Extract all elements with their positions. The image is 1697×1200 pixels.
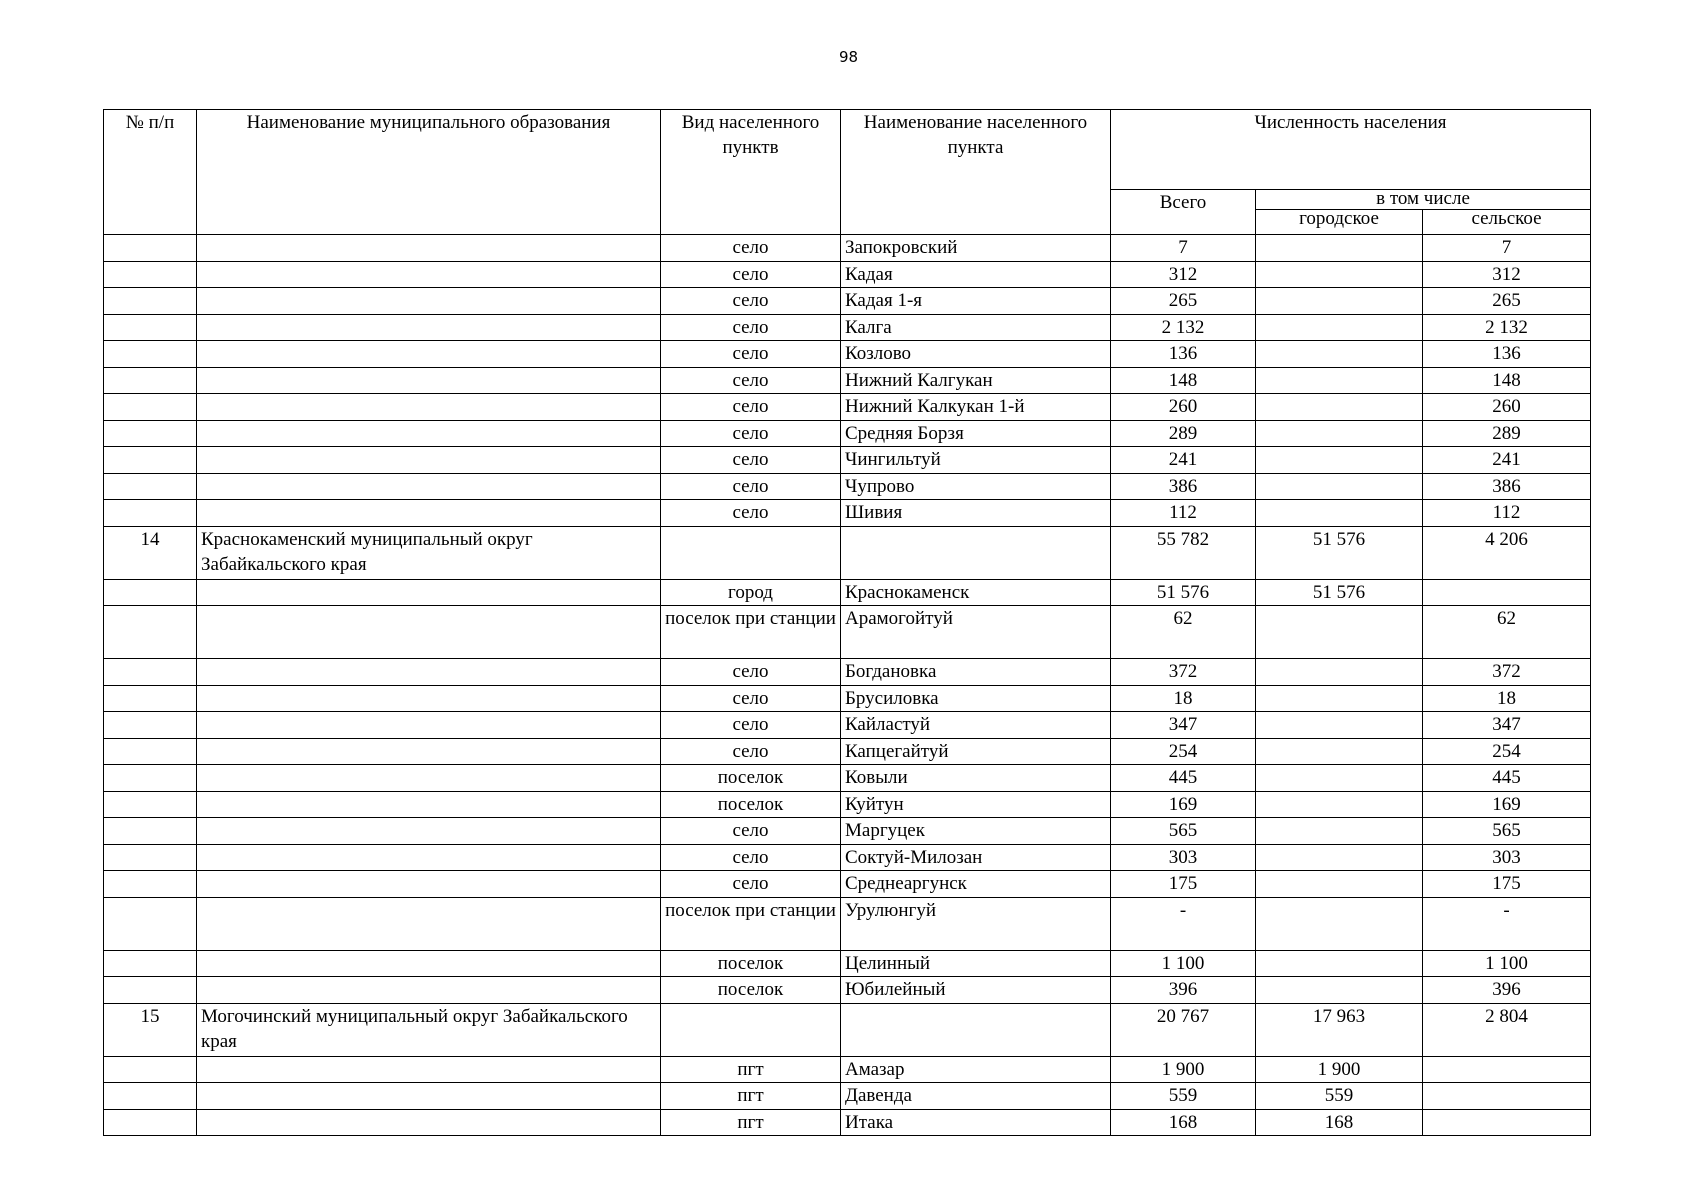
cell-total: 386: [1111, 473, 1256, 500]
cell-municipality: [197, 844, 661, 871]
cell-urban: 559: [1256, 1083, 1423, 1110]
cell-type: поселок: [661, 977, 841, 1004]
cell-type: [661, 1003, 841, 1056]
cell-urban: [1256, 341, 1423, 368]
cell-rural: -: [1423, 897, 1591, 950]
table-row: [104, 606, 1591, 659]
cell-total: 1 900: [1111, 1056, 1256, 1083]
cell-rural: 241: [1423, 447, 1591, 474]
cell-type: пгт: [661, 1109, 841, 1136]
cell-urban: [1256, 394, 1423, 421]
cell-rural: [1423, 579, 1591, 606]
cell-municipality: Могочинский муниципальный округ Забайкальского края: [197, 1003, 661, 1056]
cell-rural: 112: [1423, 500, 1591, 527]
cell-urban: [1256, 288, 1423, 315]
cell-total: -: [1111, 897, 1256, 950]
cell-type: поселок при станции: [661, 606, 841, 659]
cell-urban: [1256, 950, 1423, 977]
cell-municipality: [197, 367, 661, 394]
cell-total: 372: [1111, 659, 1256, 686]
cell-type: село: [661, 235, 841, 262]
cell-urban: [1256, 977, 1423, 1004]
cell-rural: [1423, 1109, 1591, 1136]
table-row: [104, 712, 1591, 739]
cell-total: 20 767: [1111, 1003, 1256, 1056]
table-row: [104, 288, 1591, 315]
cell-total: 175: [1111, 871, 1256, 898]
cell-no: [104, 659, 197, 686]
cell-total: 289: [1111, 420, 1256, 447]
cell-rural: 2 804: [1423, 1003, 1591, 1056]
cell-settlement: Краснокаменск: [841, 579, 1111, 606]
cell-total: 168: [1111, 1109, 1256, 1136]
cell-total: 112: [1111, 500, 1256, 527]
cell-no: [104, 1056, 197, 1083]
table-row: [104, 738, 1591, 765]
cell-municipality: [197, 685, 661, 712]
cell-urban: [1256, 844, 1423, 871]
cell-urban: 168: [1256, 1109, 1423, 1136]
cell-municipality: [197, 1109, 661, 1136]
cell-rural: 169: [1423, 791, 1591, 818]
cell-total: 2 132: [1111, 314, 1256, 341]
cell-rural: 303: [1423, 844, 1591, 871]
cell-urban: [1256, 897, 1423, 950]
table-row: [104, 1083, 1591, 1110]
cell-no: [104, 765, 197, 792]
cell-rural: 289: [1423, 420, 1591, 447]
table-row: [104, 526, 1591, 579]
cell-type: село: [661, 394, 841, 421]
cell-settlement: Средняя Борзя: [841, 420, 1111, 447]
cell-no: [104, 606, 197, 659]
table-row: [104, 314, 1591, 341]
cell-no: [104, 1109, 197, 1136]
cell-total: 169: [1111, 791, 1256, 818]
header-population: Численность населения: [1111, 110, 1591, 190]
cell-urban: [1256, 314, 1423, 341]
cell-settlement: Итака: [841, 1109, 1111, 1136]
cell-municipality: [197, 235, 661, 262]
cell-no: [104, 500, 197, 527]
cell-rural: 254: [1423, 738, 1591, 765]
cell-no: [104, 288, 197, 315]
cell-type: село: [661, 500, 841, 527]
cell-type: село: [661, 685, 841, 712]
cell-no: [104, 712, 197, 739]
cell-type: село: [661, 367, 841, 394]
cell-rural: [1423, 1056, 1591, 1083]
cell-municipality: [197, 288, 661, 315]
cell-municipality: [197, 712, 661, 739]
cell-urban: [1256, 818, 1423, 845]
cell-rural: 175: [1423, 871, 1591, 898]
cell-no: [104, 420, 197, 447]
cell-settlement: Кайластуй: [841, 712, 1111, 739]
cell-no: [104, 685, 197, 712]
cell-rural: 445: [1423, 765, 1591, 792]
cell-rural: 18: [1423, 685, 1591, 712]
cell-type: село: [661, 420, 841, 447]
table-row: [104, 261, 1591, 288]
table-row: [104, 579, 1591, 606]
cell-type: село: [661, 473, 841, 500]
cell-municipality: [197, 579, 661, 606]
cell-urban: [1256, 420, 1423, 447]
cell-settlement: Юбилейный: [841, 977, 1111, 1004]
cell-municipality: [197, 738, 661, 765]
cell-rural: 312: [1423, 261, 1591, 288]
cell-settlement: Куйтун: [841, 791, 1111, 818]
cell-urban: 51 576: [1256, 526, 1423, 579]
header-including: в том числе: [1256, 190, 1591, 210]
cell-municipality: [197, 500, 661, 527]
table-row: [104, 394, 1591, 421]
table-row: [104, 500, 1591, 527]
cell-type: [661, 526, 841, 579]
cell-type: село: [661, 818, 841, 845]
table-row: [104, 473, 1591, 500]
cell-type: село: [661, 447, 841, 474]
cell-settlement: Ковыли: [841, 765, 1111, 792]
cell-total: 260: [1111, 394, 1256, 421]
cell-total: 148: [1111, 367, 1256, 394]
cell-type: село: [661, 871, 841, 898]
cell-municipality: [197, 950, 661, 977]
cell-total: 559: [1111, 1083, 1256, 1110]
cell-municipality: [197, 447, 661, 474]
cell-urban: [1256, 791, 1423, 818]
population-table: [103, 109, 1591, 1136]
cell-municipality: [197, 765, 661, 792]
cell-urban: [1256, 447, 1423, 474]
cell-settlement: Нижний Калгукан: [841, 367, 1111, 394]
cell-municipality: [197, 871, 661, 898]
cell-settlement: [841, 1003, 1111, 1056]
cell-no: 14: [104, 526, 197, 579]
cell-settlement: Шивия: [841, 500, 1111, 527]
cell-rural: 396: [1423, 977, 1591, 1004]
cell-type: село: [661, 341, 841, 368]
cell-settlement: Калга: [841, 314, 1111, 341]
cell-type: поселок: [661, 765, 841, 792]
cell-rural: 62: [1423, 606, 1591, 659]
cell-total: 62: [1111, 606, 1256, 659]
cell-urban: [1256, 871, 1423, 898]
cell-rural: 136: [1423, 341, 1591, 368]
cell-rural: 372: [1423, 659, 1591, 686]
cell-rural: 7: [1423, 235, 1591, 262]
cell-urban: [1256, 765, 1423, 792]
cell-settlement: Кадая 1-я: [841, 288, 1111, 315]
cell-settlement: Целинный: [841, 950, 1111, 977]
cell-settlement: Амазар: [841, 1056, 1111, 1083]
cell-no: [104, 367, 197, 394]
cell-rural: 1 100: [1423, 950, 1591, 977]
cell-no: [104, 950, 197, 977]
table-row: [104, 897, 1591, 950]
table-header: [104, 110, 1591, 235]
cell-rural: 347: [1423, 712, 1591, 739]
cell-total: 445: [1111, 765, 1256, 792]
table-row: [104, 791, 1591, 818]
page-number: 98: [838, 48, 859, 66]
cell-urban: 17 963: [1256, 1003, 1423, 1056]
cell-municipality: [197, 473, 661, 500]
table-row: [104, 871, 1591, 898]
cell-type: село: [661, 314, 841, 341]
table-row: [104, 1109, 1591, 1136]
cell-type: село: [661, 712, 841, 739]
cell-type: поселок: [661, 791, 841, 818]
cell-urban: [1256, 738, 1423, 765]
table-row: [104, 341, 1591, 368]
cell-urban: [1256, 500, 1423, 527]
table-row: [104, 367, 1591, 394]
cell-total: 18: [1111, 685, 1256, 712]
cell-urban: [1256, 712, 1423, 739]
table-row: [104, 950, 1591, 977]
table-row: [104, 977, 1591, 1004]
cell-total: 51 576: [1111, 579, 1256, 606]
cell-total: 136: [1111, 341, 1256, 368]
cell-total: 241: [1111, 447, 1256, 474]
table-row: [104, 818, 1591, 845]
header-type: Вид населенного пунктв: [661, 110, 841, 235]
cell-urban: [1256, 606, 1423, 659]
table-row: [104, 765, 1591, 792]
cell-urban: [1256, 235, 1423, 262]
cell-settlement: Чингильтуй: [841, 447, 1111, 474]
cell-settlement: Нижний Калкукан 1-й: [841, 394, 1111, 421]
cell-settlement: Чупрово: [841, 473, 1111, 500]
cell-no: [104, 447, 197, 474]
cell-rural: [1423, 1083, 1591, 1110]
cell-municipality: [197, 818, 661, 845]
cell-no: [104, 314, 197, 341]
cell-municipality: [197, 394, 661, 421]
cell-no: [104, 341, 197, 368]
cell-type: село: [661, 738, 841, 765]
cell-no: [104, 897, 197, 950]
cell-type: село: [661, 261, 841, 288]
cell-type: поселок при станции: [661, 897, 841, 950]
cell-type: город: [661, 579, 841, 606]
cell-total: 254: [1111, 738, 1256, 765]
cell-settlement: Брусиловка: [841, 685, 1111, 712]
table-row: [104, 1003, 1591, 1056]
cell-total: 303: [1111, 844, 1256, 871]
table-body: [104, 235, 1591, 1136]
cell-settlement: Давенда: [841, 1083, 1111, 1110]
cell-settlement: Козлово: [841, 341, 1111, 368]
cell-type: пгт: [661, 1056, 841, 1083]
cell-rural: 565: [1423, 818, 1591, 845]
table-row: [104, 685, 1591, 712]
cell-no: [104, 977, 197, 1004]
header-no: № п/п: [104, 110, 197, 235]
cell-no: [104, 1083, 197, 1110]
cell-no: [104, 235, 197, 262]
cell-municipality: [197, 659, 661, 686]
cell-type: село: [661, 844, 841, 871]
header-total: Всего: [1111, 190, 1256, 235]
cell-municipality: [197, 791, 661, 818]
table-row: [104, 420, 1591, 447]
cell-settlement: Маргуцек: [841, 818, 1111, 845]
cell-no: [104, 844, 197, 871]
cell-municipality: [197, 314, 661, 341]
cell-municipality: [197, 1083, 661, 1110]
cell-municipality: [197, 420, 661, 447]
cell-type: село: [661, 288, 841, 315]
header-municipality: Наименование муниципального образования: [197, 110, 661, 235]
cell-total: 312: [1111, 261, 1256, 288]
table-row: [104, 659, 1591, 686]
cell-rural: 386: [1423, 473, 1591, 500]
header-urban: городское: [1256, 210, 1423, 235]
cell-municipality: [197, 261, 661, 288]
cell-rural: 260: [1423, 394, 1591, 421]
cell-municipality: Краснокаменский муниципальный округ Забайкальского края: [197, 526, 661, 579]
cell-no: [104, 579, 197, 606]
cell-type: пгт: [661, 1083, 841, 1110]
cell-settlement: Капцегайтуй: [841, 738, 1111, 765]
cell-municipality: [197, 897, 661, 950]
cell-settlement: Соктуй-Милозан: [841, 844, 1111, 871]
cell-no: 15: [104, 1003, 197, 1056]
table-row: [104, 1056, 1591, 1083]
cell-total: 55 782: [1111, 526, 1256, 579]
cell-municipality: [197, 1056, 661, 1083]
cell-urban: [1256, 473, 1423, 500]
cell-no: [104, 738, 197, 765]
cell-settlement: Среднеаргунск: [841, 871, 1111, 898]
table-row: [104, 235, 1591, 262]
cell-no: [104, 473, 197, 500]
cell-rural: 148: [1423, 367, 1591, 394]
cell-no: [104, 261, 197, 288]
table-row: [104, 844, 1591, 871]
cell-total: 265: [1111, 288, 1256, 315]
cell-municipality: [197, 977, 661, 1004]
cell-rural: 265: [1423, 288, 1591, 315]
cell-type: поселок: [661, 950, 841, 977]
cell-settlement: Арамогойтуй: [841, 606, 1111, 659]
cell-settlement: [841, 526, 1111, 579]
cell-settlement: Запокровский: [841, 235, 1111, 262]
cell-settlement: Урулюнгуй: [841, 897, 1111, 950]
cell-municipality: [197, 606, 661, 659]
cell-no: [104, 791, 197, 818]
cell-municipality: [197, 341, 661, 368]
table-row: [104, 447, 1591, 474]
cell-total: 396: [1111, 977, 1256, 1004]
header-rural: сельское: [1423, 210, 1591, 235]
cell-rural: 2 132: [1423, 314, 1591, 341]
cell-rural: 4 206: [1423, 526, 1591, 579]
cell-urban: [1256, 261, 1423, 288]
cell-settlement: Богдановка: [841, 659, 1111, 686]
cell-type: село: [661, 659, 841, 686]
cell-no: [104, 394, 197, 421]
cell-total: 7: [1111, 235, 1256, 262]
cell-urban: [1256, 659, 1423, 686]
cell-no: [104, 818, 197, 845]
cell-urban: [1256, 367, 1423, 394]
cell-total: 347: [1111, 712, 1256, 739]
cell-urban: 1 900: [1256, 1056, 1423, 1083]
cell-no: [104, 871, 197, 898]
cell-settlement: Кадая: [841, 261, 1111, 288]
header-settlement: Наименование населенного пункта: [841, 110, 1111, 235]
cell-total: 565: [1111, 818, 1256, 845]
cell-urban: 51 576: [1256, 579, 1423, 606]
cell-urban: [1256, 685, 1423, 712]
cell-total: 1 100: [1111, 950, 1256, 977]
